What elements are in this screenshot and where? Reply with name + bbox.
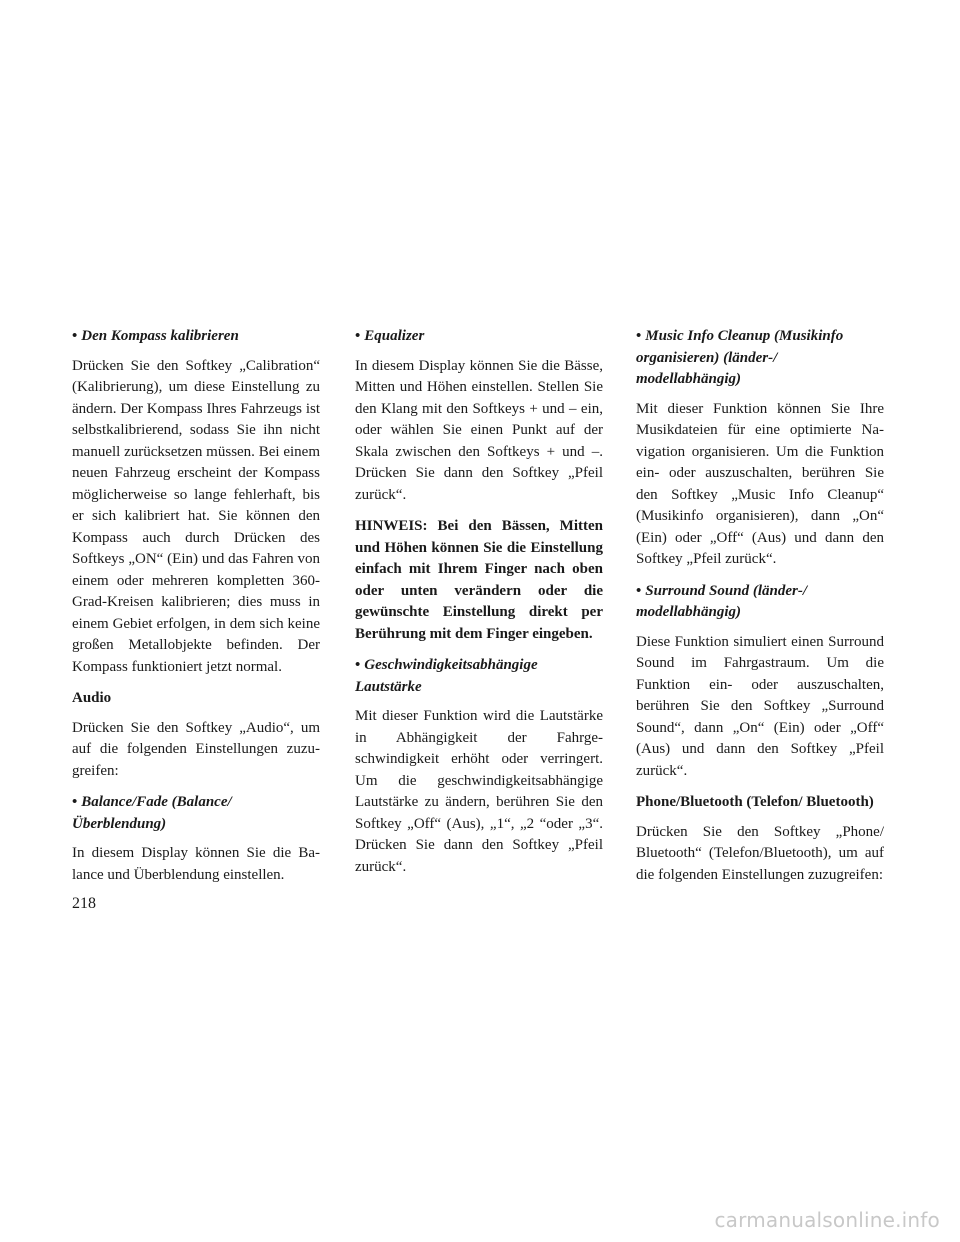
paragraph-audio: Drücken Sie den Softkey „Audio“, um auf die folgenden Einstellungen zuzugreifen: [72, 719, 320, 779]
bullet-heading-surround: • Surround Sound (länder-/ modellabhängig) [636, 582, 807, 620]
paragraph-equalizer: In diesem Display können Sie die Bässe, Mitten und Höhen einstellen. Stellen Sie den Klang mit den Softkeys + und – ein, oder wählen Sie einen Punkt auf der Skala zwischen den Softkeys + und –. Drücken Sie dann den Softkey „Pfeil zurück“. [355, 357, 603, 503]
watermark-text: carmanualsonline.info [714, 1208, 940, 1232]
note-equalizer: HINWEIS: Bei den Bässen, Mitten und Höhen können Sie die Einstellung einfach mit Ihrem Finger nach oben oder unten verändern oder die gewünschte Einstellung direkt per Berührung mit dem Finger eingeben. [355, 518, 603, 642]
paragraph-speed-volume: Mit dieser Funktion wird die Lautstärke in Abhängigkeit der Fahrgeschwindigkeit erhöht oder verringert. Um die geschwindigkeitsabhängige Lautstärke zu ändern, berühren Sie den Softkey „Off“ (Aus), „1“, „2 “oder „3“. Drücken Sie dann den Softkey „Pfeil zurück“. [355, 708, 603, 875]
bullet-icon: • [636, 582, 642, 599]
section-heading-audio: Audio [72, 690, 112, 706]
paragraph-balance-fade: In diesem Display können Sie die Balance und Überblendung einstellen. [72, 845, 320, 883]
bullet-heading-equalizer: • Equalizer [355, 328, 425, 344]
column-3 [636, 326, 884, 896]
column-1 [72, 326, 320, 896]
paragraph-phone-bluetooth: Drücken Sie den Softkey „Phone/ Bluetooth“ (Telefon/Bluetooth), um auf die folgenden Einstellungen zuzugreifen: [636, 823, 884, 883]
page-number: 218 [72, 895, 96, 912]
bullet-icon: • [72, 794, 78, 810]
paragraph-compass-calibrate: Drücken Sie den Softkey „Calibration“ (Kalibrierung), um diese Einstellung zu ändern. Der Kompass Ihres Fahrzeugs ist selbstkalibrierend, sodass Sie ihn nicht manuell zurücksetzen müssen. Bei einem neuen Fahrzeug erscheint der Kompass möglicherweise so lange fehlerhaft, bis er sich kalibriert hat. Sie können den Kompass auch durch Drücken des Softkeys „ON“ (Ein) und das Fahren von einem oder mehreren kompletten 360-Grad-Kreisen kalibrieren; dies muss in einem Gebiet erfolgen, in dem sich keine großen Metallobjekte befinden. Der Kompass funktioniert jetzt normal. [72, 357, 320, 675]
bullet-icon: • [355, 657, 361, 673]
bullet-heading-compass-calibrate: • Den Kompass kalibrieren [72, 328, 239, 344]
paragraph-music-info: Mit dieser Funktion können Sie Ihre Musikdateien für eine optimierte Navigation organisieren. Um die Funktion ein- oder auszuschalten, berühren Sie den Softkey „Music Info Cleanup“ (Musikinfo organisieren), dann „On“ (Ein) oder „Off“ (Aus) und dann den Softkey „Pfeil zurück“. [636, 400, 884, 567]
bullet-heading-balance-fade: • Balance/Fade (Balance/ Überblendung) [72, 794, 232, 832]
column-2 [355, 326, 603, 888]
bullet-icon: • [72, 328, 78, 344]
bullet-heading-music-info: • Music Info Cleanup (Musikinfo organisieren) (länder-/ modellabhängig) [636, 328, 844, 387]
section-heading-phone-bluetooth: Phone/Bluetooth (Telefon/ Bluetooth) [636, 794, 874, 810]
bullet-icon: • [636, 328, 642, 344]
bullet-icon: • [355, 328, 361, 344]
bullet-heading-speed-volume: • Geschwindigkeitsabhängige Lautstärke [355, 657, 538, 695]
paragraph-surround: Diese Funktion simuliert einen Surround Sound im Fahrgastraum. Um die Funktion ein- oder auszuschalten, berühren Sie den Softkey „Surround Sound“, dann „On“ (Ein) oder „Off“ (Aus) und dann den Softkey „Pfeil zurück“. [636, 633, 884, 779]
